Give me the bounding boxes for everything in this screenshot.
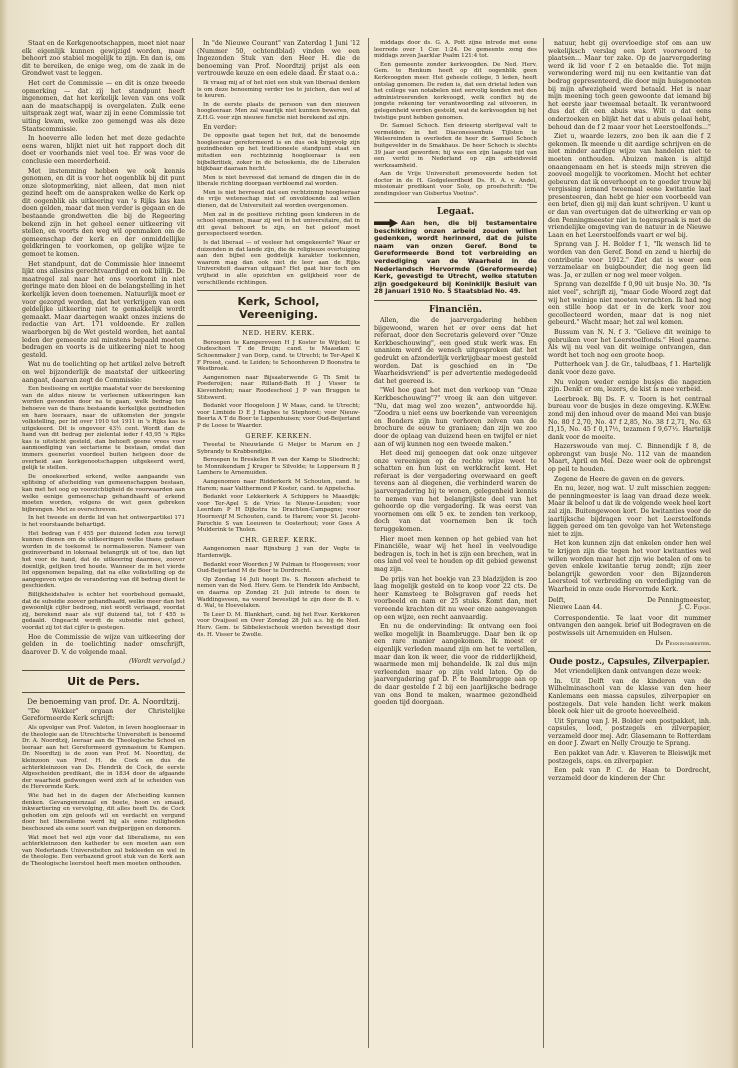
divider bbox=[374, 300, 537, 301]
quote-paragraph: In de eerste plaats de persoon van den nieuwen hoogleeraar. Men zal waarlijk niet kunnen beweren, dat Z.H.G. voor zijn nieuwe functie niet berekend zal zijn. bbox=[197, 101, 360, 121]
church-news: middags door ds. G. A. Pott zijne intrede met eene leerrede over 1 Cor. 1:24. De gemeente zong des middags zeven Jaarklar Psalm 121:4 tot. bbox=[374, 40, 537, 60]
paragraph: In "de Nieuwe Courant" van Zaterdag 1 Juni '12 (Nummer 50, ochtendblad) vinden we een Ingezonden Stuk van den Heer H. die de benoeming van Prof. Noordtzij prijst als een vertrouwde keuze en een edele daad. Er staat o.a.: bbox=[197, 40, 360, 78]
column-4 bbox=[548, 40, 711, 1045]
to-be-continued: (Wordt vervolgd.) bbox=[128, 658, 185, 666]
paragraph: Hier moet men kennen op het gebied van het Financiële, waar wij het heel in veelvoudige bedragen is, toch in het is zijn een brechen, wat in ons land vol veel te houden op dit gebied gewenst mag zijn. bbox=[374, 535, 537, 573]
paragraph: Ziet u, waarde lezers, zoo ben ik aan die f 2 gekomen. Ik meende u dit aardige schrijven en de niet minder aardige wijze van handelen niet te moeten onthouden. Abuizen maken is altijd onaangenaam en het is steeds mijn streven die zooveel mogelijk te voorkomen. Mocht het echter gebeuren dat ik onverhoopt en te goeder trouw bij vergissing iemand tweemaal eene kwitantie laat presenteeren, dan hebt ge hier een voorbeeld van een brief, dien gij mij dan kunt schrijven. U kunt u er dan van overtuigen dat de uitwerking er van op den Penningmeester niet in tegenspraak is met de vriendelijke omgeving van de natuur in de Nieuwe Laan en het Leerstoelfonds vaart er wel bij. bbox=[548, 133, 711, 239]
column-rule bbox=[368, 38, 369, 1048]
quote-paragraph: Is dat liberaal — of veeleer het omgekeerde? Waar er duizenden in dat lande zijn, die de religieuze overtuiging aan den bijbel een goddelijk karakter toekennen, waarom mag dan ook niet de leer aan de Rijks Universiteit daarvan uitgaan? Het gaat hier toch om vrijheid in alle opzichten en gelijkheid voor de verschillende richtingen. bbox=[197, 240, 360, 286]
legaat-notice bbox=[374, 219, 537, 296]
church-news: Bedankt voor Lekkerkerk A Schippers te Maasdijk; voor Ter-Apel S de Vries te Nieuw-Leusden; voor Leerdam P H Dijkstra te Drachten-Campagne; voor Hoornsvijf M Schouten, cand. te Harem; voor St. Jacobi-Parochie S van Leeuwen te Oosterhout; voor Goes A Mulderink te Tholen. bbox=[197, 494, 360, 534]
divider bbox=[197, 325, 360, 326]
section-title: Kerk, School, Vereeniging. bbox=[237, 295, 320, 322]
quote-paragraph: Een beslissing en eerlijke maatstaf voor de berekening van de aldus nieuw te verleenen uitkeeringen kan worden gevonden door na te gaan, welk bedrag ten behoeve van de thans bestaande kerkelijke gezindheden en hare leeraars, naar de uitkomsten der jongste volkstelling, per lid over 1910 tot 1911 in 's Rijks kas is uitgekeerd. Dit is ongeveer 43½ cent. Wordt dan de hand van dit bedrag per zielental ieder f 45,95 's Rijks kas is uitsticht gesteld, dan behoeft geene vrees voor aanmoediging van sectarisme te bestaan, omdat dan immers geenerlei voordeel buiten hetgeen door de overheid aan kerkgenootschappen uitgekeerd werd, gelijk te stellen. bbox=[22, 386, 185, 472]
church-news: Te Leer D. M. Blankhart, cand. bij het Evar. Kerkkoren voor Ovaijssel en Over Zondag 28 Juli a.s. bij de Ned. Herv. Gem. te Sibbelevischouk worden bevestigd door ds. H. Visser te Zwolle. bbox=[197, 611, 360, 638]
church-news: Dr. Samuel Schoch. Een drieerig sterfgeval valt te vermelden: in het Diaconessenhuis Tijlsten te Welsereinden is overleden de heer dr. Samuel Schoch buitgevelder in de Smakhaus. De heer Schoch is slechts 39 jaar oud geworden; hij was een zijn laagste tijd van een verfoi in Nederland op zijn arbeidsveld werkzaamheid. bbox=[374, 123, 537, 169]
church-news: Beroepen te Breskelen R van der Kamp te Sliedrecht; te Monnikendam J Kruger te Silvolde; te Loppersum B J Lambers te Arnemuiden. bbox=[197, 457, 360, 477]
paragraph: Hoe de Commissie de wijze van uitkeering der gelden in de toelichting nader omschrijft, daarover D. V. de volgende maal. bbox=[22, 633, 185, 656]
signature-row bbox=[548, 597, 711, 612]
paragraph: Nu volgen weder eenige busjes die nagezien zijn. Denkt er om, lezers, de kist is mee verbeid. bbox=[548, 378, 711, 394]
signature-place: Delft, Nieuwe Laan 44. bbox=[548, 596, 603, 612]
quote-paragraph: Ik vraag mij af of het niet een stuk van liberaal denken is om deze benoeming verder toe te juichen, dan wel af te keuren. bbox=[197, 79, 360, 100]
article-title: De benoeming van prof. Dr. A. Noordtzij. bbox=[26, 696, 180, 706]
paragraph: Hazerswoude van mej. C. Binnendijk f 8, de opbrengst van busje No. 112 van de maanden Maart, April en Mei. Deze weer ook de opbrengst op peil te houden. bbox=[548, 443, 711, 474]
paragraph: Bussum van N. N. f 3. "Gelieve dit weinige te gebruiken voor het Leerstoelfonds." Heel gaarne. Als wij nu veel van dit weinige ontvangen, dan wordt het toch nog een groote hoop. bbox=[548, 328, 711, 359]
paragraph: Zegene de Heere de gaven en de gevers. bbox=[554, 475, 685, 483]
quote-paragraph: Men zal in de positieve richting geen kinderen in de school opnemen, maar zij wel in het universitaire, dat in dit geval behoort te zijn, en het geloof moet gerespecteerd worden. bbox=[197, 211, 360, 238]
paragraph: Staat en de Kerkgenootschappen, moet niet naar elk eigenlijk kunnen gewijzigd worden, maar behoort zoo stabiel mogelijk te zijn. En dan is, om dit te bereiken, de enige weg, om de zaak in de Grondwet vast te leggen. bbox=[22, 40, 185, 78]
quote-paragraph: Als opvolger van Prof. Valeton, in leven hoogleeraar in de theologie aan de Utrechtsche Universiteit is benoemd Dr. A. Noordtzij, leeraar aan de Theologische School en leeraar aan het Gereformeerd gymnasium te Kampen. Dr. Noordtzij is de zoon van Prof. M. Noordtzij, de kleinzoon van Prof. H. de Cock en dus de achterkleinzoon van Ds. Hendrik de Cock, de eerste Afgescheiden predikant, die in 1834 door de afgaande der waarheid gedwongen werd zich af te scheiden van de Hervormde Kerk. bbox=[22, 725, 185, 791]
paragraph: Sprang van J. H. Bolder f 1, "Ik wensch lid te worden van den Geref. Bond en zend u hierbij de contributie voor 1912." Ziet dat is weer een verzamelaar en buigbounder, die nog geen lid was. Ja, er zullen er nog wel meer volgen. bbox=[548, 241, 711, 279]
finance-title: Financiën. bbox=[428, 305, 483, 315]
signature-title: De Penningmeester, bbox=[647, 596, 711, 604]
church-news: Bedankt voor Woerden J W Pulman te Hoogeveen; voor Oud-Beijerland M de Boer te Dordrecht. bbox=[197, 561, 360, 575]
paragraph: In. Uit Delft van de kinderen van de Wilhelminaschool van de klasse van den heer Kanlemans een massa capsules, zilverpapier en postzegels. Dat vele handen licht werk maken bleek ook hier uit de groote hoeveelheid. bbox=[548, 677, 711, 716]
church-heading: CHR. GEREF. KERK. bbox=[239, 535, 318, 544]
quote-paragraph: De opposite gaat tegen het feit, dat de benoemde hoogleeraar gereformeerd is en dus ook bijgevolg zijn gezindheden op het traditioneele standpunt staat en mitsdien een rechtzinnig hoogleeraar is een bijbelkritiek, zoker in de betoekenis, die de Liberalen blijkbaar daaraan hecht. bbox=[197, 133, 360, 173]
paragraph: Leerbroek. Bij Ds. F. v. Toorn is het centraal bureau voor de busjes in deze omgeving. K.W.Ew. zond mij den inhoud over de maand Mei van busje No. 80 f 2,70, No. 47 f 2,85, No. 38 f 2,71, No. 63 f1,15, No. 45 f 0,17½, tezamen f 9,67½. Hartelijk dank voor de moeite. bbox=[548, 395, 711, 441]
divider bbox=[374, 202, 537, 203]
paragraph: Sprang van dezelfde f 0,90 uit busje No. 30. "Is niet veel", schrijft zij, "maar Gode Woord zegt dat wij het weinige niet moeten verachten. Ik had nog een stille hoop dat er in de kerk voor zou gecollecteerd worden, maar dat is nog niet gebeurd." Wacht maar; het zal wel komen. bbox=[548, 281, 711, 327]
divider bbox=[22, 692, 185, 693]
paragraph: De prijs van het boekje van 23 bladzijden is zoo laag mogelijk gesteld en te koop voor 22 cts. De heer Kamsteeg te Bolsgraven gaf reeds het voorbeeld en nam er 25 stuks. Komt dan, met vereende krachten dit nu weer onze aangevangen op een wijze, een recht aanvaardig. bbox=[374, 575, 537, 621]
church-news: Aan de Vrije Universiteit promoveerde heden tot doctor in de H. Godgeleerdheid Ds. H. A. v. Andel, missionair predikant voor Solo, op proefschrift: "De zendingsleer van Gisbertus Voetius". bbox=[374, 171, 537, 198]
paragraph: Met instemming hebben we ook kennis genomen, en dit is voor het oogenblik bij dit punt onze slotopmerking, niet alleen, dat men niet gezind heeft om de aanspraken welke de Kerk op dit oogenblik als uitkeering van 's Rijks kas kan doen gelden, maar dat men verder is gegaan en de bestaande grondwetten die bij de Regeering bekend zijn in het geheel eener uitkeering vit stellen, en voorts den weg wil openmaken om de gemeenschap der kerk en der onmiddellijke geldkringen te voorkomen, op gelijke wijze te gemoet te komen. bbox=[22, 167, 185, 259]
divider bbox=[197, 290, 360, 291]
paragraph: Wat nu de toelichting op het artikel zelve betreft en wel bijzonderlijk de maatstaf der uitkeering aangaat, daarvan zegt de Commissie: bbox=[22, 361, 185, 384]
church-news: Beroepen te Kampereveen H J Koster te Wijckel; te Oudeschoot T de Bruijn; cand. te Maasdam C Schoenmaker J van Dorp, cand. te Utrecht; te Ter-Apel K F Proost, cand. te Leiden; te Schoonhoven D Boonstra te Westbroek. bbox=[197, 339, 360, 373]
paragraph: Putterhoek van J. de Gr., taludbaas, f 1. Hartelijk dank voor deze gave. bbox=[548, 361, 711, 376]
signature-block bbox=[647, 597, 711, 612]
paragraph: Het standpunt, dat de Commissie hier inneemt lijkt ons allesins gerechtvaardigd en ook billijk. De maatregel zal naar het ons voorkomt in niet geringe mate den bloei en de belangstelling in het kerkelijk leven doen toenemen. Natuurlijk moet er voor gezorgd worden, dat het verkrijgen van een geldelijke uitkeering niet te gemakkelijk wordt gemaakt. Maar daartegen waakt onzes inziens de redactie van Art. 171 voldoende. Er zullen waarborgen bij de Wet gesteld worden, het aantal leden der gemeente zal minstens bepaald moeten bedragen en voorts is de uitkeering niet te hoog gesteld. bbox=[22, 260, 185, 359]
paragraph: Met vriendelijken dank ontvangen deze week: bbox=[554, 668, 702, 676]
paragraph: Een pak van P. C. de Haan te Dordrecht, verzameld door de kinderen der Chr. bbox=[548, 767, 711, 782]
quote-paragraph: Billijkheidshalve is echter het voorbehoud gemaakt, dat de subsidie zoover gehandhaafd, welke meer dan het gewoonlijk cijfer bedroeg, niet wordt verlaagd, voordat zij, berekend naar als vijf duizend tal, tot f 455 is gedaald. Ongeacht wordt de subsidie niet geheel, voordat zij tot dat cijfer is gestegen. bbox=[22, 591, 185, 631]
church-heading: GEREF. KERKEN. bbox=[245, 431, 312, 440]
quote-paragraph: Het bedrag van f 455 per duizend leden zou terwijl kunnen dienen om de uitkeeringen welke thans gedaan worden in de toekomst te normaliseeren. Nameer van gezinsverband in lokenaal belangrijk uit of toe, dan ligt het voor de hand, dat de uitkeering daarmee, zoover doenlijk, gelijken tred houde. Wanneer de in het vierde lid opgenomen bepaling, dat na elke volkstelling op de aangegeven wijze de verandering van dit bedrag dient te geschieden. bbox=[22, 530, 185, 590]
paragraph: En nu, lezer, nog wat. U zult misschien zeggen: de penningmeester is laag van draad deze week. Maar ik beloof u dat ik de volgende week heel kort zal zijn. Buitengewoon kort. De kwitanties voor de jaarlijksche bijdragen voor het Leerstoelfonds liggen gereed om ten gevolge van het Wetenstege niet te zijn. bbox=[548, 485, 711, 538]
page-edge-right bbox=[730, 0, 738, 1068]
quote-paragraph: Men is niet bevreesd dat iemand de dingen die in de liberale richting doorgaan verbloemd zal worden. bbox=[197, 174, 360, 188]
column-rule bbox=[192, 38, 193, 1048]
paragraph: In hoeverre alle leden het met deze gedachte eens waren, blijkt niet uit het rapport doch dit doet er voorhands niet veel toe. Er was voor de conclusie een meerderheid. bbox=[22, 135, 185, 165]
paragraph: Het deed mij genoegen dat ook onze uitgever onze vereenigen op de rechte wijze weet te schatten en hun lust en werkkracht kent. Het referaat is der vergadering overwaard en geeft tevens aan al diegenen, die verhinderd waren de jaarvergadering bij te wonen, gelegenheid kennis te nemen van het belangrijkste deel van het gehoorde op die vergadering. Ik was eerst van voornemen om elk 5 ex. te zenden ten verkoop, doch van dat voornemen ben ik toch teruggekomen. bbox=[374, 450, 537, 534]
paragraph: "De Wekker" orgaan der Christelijke Gereformeerde Kerk schrijft: bbox=[22, 707, 185, 723]
quote-paragraph: Men is niet bevreesd dat een rechtzinnig hoogleeraar de vrije wetenschap niet of onvoldoende zal willen dienen, dat de Universiteit zal worden overgenomen. bbox=[197, 189, 360, 210]
column-3 bbox=[374, 40, 537, 1045]
page-edge-left bbox=[0, 0, 8, 1068]
quote-paragraph: Wat moet het wel zijn voor dat liberalisme, nu een achterkleinzoon den katheder te een moeten aan een van Nederlands Universiteiten zal bekleeden en wel in de theologie. Een verbazend groot stuk van de Kerk aan de Theologische leerstoel heeft men moeten onthouden. bbox=[22, 834, 185, 867]
church-news: Op Zondag 14 Juli hoopt Ds. S. Roozen afscheid te nemen van de Ned. Herv. Gem. te Hendrik Ido Ambacht, en daarna op Zondag 21 Juli intrede te doen te Waddingsveen, na voorof bevestigd te zijn door ds B. v. d. Wal, te Hoevelaken. bbox=[197, 576, 360, 610]
paragraph: En nu de ondervinding: Ik ontvang een fooi welke mogelijk in Baambrugge. Daar ben ik op een rare manier aangekomen. Ik moest er eigenlijk verleden maand zijn om het te vertellen, maar dan kon ik weer, die voor de ridderlijkheid, waarmede men mij behandelde. Ik zal dus mijn verleenden maar op zijn veld laten. Op de jaarvergadering gaf D. P. te Baambrugge aan op de daar gestelde f 2 bij een jaarlijksche bedrage van ons Bond te maken, waarmee gezondheid goeden tijd doorgaan. bbox=[374, 623, 537, 707]
church-news: Tweetal te Nieuwlande G Meijer te Marum en J Sybrandy te Krabbendijke. bbox=[197, 442, 360, 455]
church-news: Aangenomen naar Ridderkerk M Schouten, cand. te Harem; naar Valthermond P Koster, cand. te Appelscha. bbox=[197, 479, 360, 492]
paragraph: "Wel hoe gaat het met den verkoop van "Onze Kerkbeschouwing"?" vroeg ik aan den uitgever. "Nu, dat mag wel zoo wezen", antwoordde hij. "Zoodra u niet eens uw boerkende van vereenigen en Bonders zijn hun verhoren zelven van de brochure de eeuw te graniaen; dan zijn we zoo door de oplaag van duizend heen en twijfel er niet aan of wij kunnen nog een tweede maken." bbox=[374, 387, 537, 448]
correspondence-signature: De Penningmeester. bbox=[655, 639, 711, 647]
paragraph: Een pakket van Adr. v. Klaveren te Bleiswijk met postzegels, caps. en zilverpapier. bbox=[548, 750, 711, 765]
legaat-title: Legaat. bbox=[436, 206, 475, 217]
column-2 bbox=[197, 40, 360, 1045]
legaat-text: Aan hen, die bij testamentaire beschikking onzen arbeid zouden willen gedenken, wordt herinnerd, dat de juiste naam van onzen Geref. Bond te Gereformeerde Bond tot verbreiding en verdediging van de Waarheid in de Nederlandsch Hervormde (Gereformeerde) Kerk, gevestigd te Utrecht, welke statuten zijn goedgekeurd bij Koninklijk Besluit van 28 Januari 1910 No. 5 Staatsblad No. 49. bbox=[374, 218, 537, 296]
divider bbox=[548, 651, 711, 652]
church-news: Bedankt voor Hoogeloon J W Maas, cand. te Utrecht; voor Limbide D E J Haphes te Stephorst; voor Nieuw-Beerta A T de Boer te Lippenhuisen; voor Oud-Beijerland P de Loose te Waarder. bbox=[197, 403, 360, 429]
quote-paragraph: In het tweede en derde lid van het ontwerpartikel 171 is het voorstaande behartigd. bbox=[22, 515, 185, 528]
signature-name: J. C. Fijnje. bbox=[678, 604, 711, 612]
column-1 bbox=[22, 40, 185, 1045]
church-news: Een gemeente zonder kerkvoogden. De Ned. Herv. Gem. te Renkum heeft op dit oogenblik geen Kerkvoogden meer. Het geheele college, 5 leden, heeft ontslag genomen. De reden is, dat een drietal leden van het college van notabelen niet eervolig konden met den administreerenden kerkvoogd, welk conflict bij de jongste rekening ter verantwoording zal uitvoeren, in gelegenheid werden gesteld, wat de kerkvoogden bij het twistige punt hebben genomen. bbox=[374, 61, 537, 121]
paragraph: Uit Sprang van J. H. Bolder een postpakket, inh. capsules, lood, postzegels en zilverpapier, verzameld door mej. Adr. Glasemann te Rotterdam en door J. Zwart en Nelly Crouzje te Sprang. bbox=[548, 717, 711, 748]
quote-paragraph: Wie had het in de dagen der Afscheiding kunnen denken. Gevangenenzaal en boete, hoon en smaad, inkwartiering en vervolging, dit alles heeft Ds. de Cock gehoden om zijn geloofs wil en verdacht en vergund door het liberalisme werd hij als eene ruiligheden beschouwd als eene soort van dwijperijgen en domoren. bbox=[22, 793, 185, 832]
paragraph: En verder: bbox=[203, 123, 237, 131]
column-rule bbox=[543, 38, 544, 1048]
section-title: Uit de Pers. bbox=[67, 674, 140, 688]
church-news: Aangenomen naar Bijsaaterwende G Th Smit te Poederoijen; naar Rilland-Bath H J Visser te Kievenhofen; naar Roodeschool J P van Bruggen te Stitswerd. bbox=[197, 374, 360, 401]
paragraph: natuur, hebt gij overvloedige stof om aan uw wekelijksch verslag een kort voorwoord te plaatsen... Maar ter zake. Op de jaarvergadering werd ik lid voor f 2 en betaalde die. Tot mijn verwondering werd mij nu een kwitantie van dat bedrag gepresenteerd, die door mijn huisgenooten bij mijn afwezigheid werd betaald. Het is naar mijn meening toch geen gewoonte dat iemand bij het eerste jaar tweemaal betaalt. Ik verantwoord dus dat dit een abuis was. Wilt u dat eens onderzoeken en blijkt het dat u abuis gelaai hebt, behoud dan de f 2 maar voor het Leerstoelfonds..." bbox=[548, 40, 711, 131]
paragraph: Allen, die de jaarvergadering hebben bijgewoond, waren het er over eens dat het referaat, door den Secretaris geleverd over "Onze Kerkbeschouwing", een goed stuk werk was. En unaniem werd de wensch uitgesproken dat het gedrukt en afzonderlijk verkrijgbaar moest gesteld worden. Dat is geschied en in "De Waarheidsvriend" is per advertentie medegedeeld dat het geereed is. bbox=[374, 317, 537, 385]
collection-title: Oude postz., Capsules, Zilverpapier. bbox=[549, 656, 710, 667]
divider bbox=[22, 670, 185, 671]
paragraph: Het cert de Commissie — en dit is onze tweede opmerking — dat zij het standpunt heeft ingenomen, dat het kerkelijk leven van ons volk aan de maatschappij is overgelaten. Zulk eene uitspraak zegt wat, waar zij in eene Commissie tot uiting kwam, welke zoo gemengd was als deze Staatscommissie. bbox=[22, 79, 185, 133]
correspondence: Correspondentie. Te laat voor dit nummer ontvangen den aangek. brief uit Bodegraven en de postwissels uit Arnemuiden en Hulsen. bbox=[548, 614, 711, 637]
paragraph: Het kon kunnen zijn dat enkelen onder hen wel te krijgen zijn die tegen het voor kwitanties wel willen worden maar het zijn wie betalen of om te geven enkele kwitantie terug zendt; zijn zeer belangrijk geworden voor den Bijzonderen Leerstoel tot verbreiding en verdediging van de Waarheid in onze oude Hervormde Kerk. bbox=[548, 540, 711, 593]
quote-paragraph: De onoekeerbed erkend, welke aangaande van splitsing of afscheiding van gemeenschappen bestaan, kan met het oog op voorzichtigheid de voorwaarden aan welke eenige gemeenschap gehandhaafd of erkend moeten worden, volgens de wet geen gebreken bijbrengen. Met ze overschreven. bbox=[22, 473, 185, 513]
church-news: Aangenomen naar Rijnsburg J van der Vegte te Hardenwijk. bbox=[197, 546, 360, 559]
church-heading: NED. HERV. KERK. bbox=[242, 329, 315, 338]
